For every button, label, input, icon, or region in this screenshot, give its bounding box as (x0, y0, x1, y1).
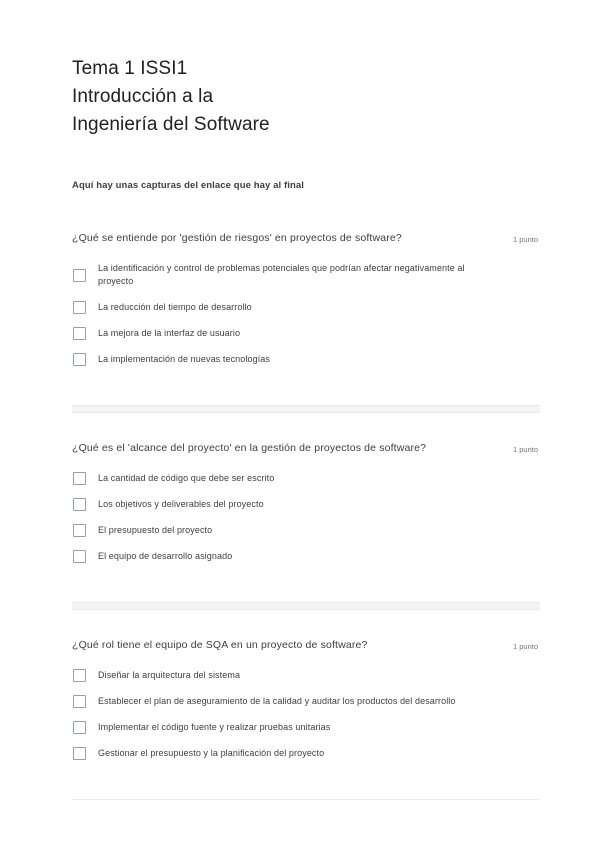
checkbox-icon[interactable] (73, 472, 86, 485)
option-label: La cantidad de código que debe ser escrito (98, 473, 275, 483)
option-label: La implementación de nuevas tecnologías (98, 354, 271, 364)
option-label: El presupuesto del proyecto (98, 525, 213, 535)
page-title-line-1: Tema 1 ISSI1 (72, 58, 188, 79)
question-points: 1 punto (512, 445, 538, 454)
question-block (72, 638, 540, 777)
question-header (72, 638, 540, 654)
question-points: 1 punto (512, 235, 538, 244)
checkbox-icon[interactable] (73, 524, 86, 537)
option-row[interactable] (72, 262, 540, 288)
option-row[interactable] (72, 550, 540, 563)
option-row[interactable] (72, 669, 540, 682)
page-title (72, 55, 540, 139)
option-label: Establecer el plan de aseguramiento de la calidad y auditar los productos del desarrollo (98, 696, 456, 706)
options-list (72, 669, 540, 760)
question-text: ¿Qué se entiende por 'gestión de riesgos' en proyectos de software? (72, 232, 402, 244)
checkbox-icon[interactable] (73, 301, 86, 314)
checkbox-icon[interactable] (73, 269, 86, 282)
checkbox-icon[interactable] (73, 327, 86, 340)
section-divider (72, 602, 540, 610)
option-label: Los objetivos y deliverables del proyecto (98, 499, 264, 509)
option-label: Gestionar el presupuesto y la planificación del proyecto (98, 748, 325, 758)
question-block (72, 231, 540, 383)
checkbox-icon[interactable] (73, 669, 86, 682)
question-text: ¿Qué rol tiene el equipo de SQA en un proyecto de software? (72, 639, 368, 651)
option-label: Implementar el código fuente y realizar pruebas unitarias (98, 722, 331, 732)
option-label: La mejora de la interfaz de usuario (98, 328, 241, 338)
option-row[interactable] (72, 498, 540, 511)
option-row[interactable] (72, 327, 540, 340)
option-row[interactable] (72, 472, 540, 485)
intro-note: Aquí hay unas capturas del enlace que hay al final (72, 180, 305, 191)
checkbox-icon[interactable] (73, 695, 86, 708)
option-row[interactable] (72, 353, 540, 366)
question-header (72, 441, 540, 457)
option-row[interactable] (72, 721, 540, 734)
option-row[interactable] (72, 747, 540, 760)
checkbox-icon[interactable] (73, 498, 86, 511)
options-list (72, 472, 540, 563)
option-row[interactable] (72, 301, 540, 314)
section-divider (72, 799, 540, 800)
option-label: La reducción del tiempo de desarrollo (98, 302, 252, 312)
page-title-line-2: Introducción a la (72, 86, 214, 107)
checkbox-icon[interactable] (73, 721, 86, 734)
question-header (72, 231, 540, 247)
checkbox-icon[interactable] (73, 550, 86, 563)
option-label: Diseñar la arquitectura del sistema (98, 670, 241, 680)
option-row[interactable] (72, 524, 540, 537)
checkbox-icon[interactable] (73, 353, 86, 366)
option-row[interactable] (72, 695, 540, 708)
question-text: ¿Qué es el 'alcance del proyecto' en la gestión de proyectos de software? (72, 442, 427, 454)
section-divider (72, 405, 540, 413)
options-list (72, 262, 540, 366)
option-label: La identificación y control de problemas potenciales que podrían afectar negativamente al proyecto (98, 263, 465, 286)
checkbox-icon[interactable] (73, 747, 86, 760)
option-label: El equipo de desarrollo asignado (98, 551, 233, 561)
page-title-line-3: Ingeniería del Software (72, 114, 270, 135)
question-block (72, 441, 540, 580)
question-points: 1 punto (512, 642, 538, 651)
